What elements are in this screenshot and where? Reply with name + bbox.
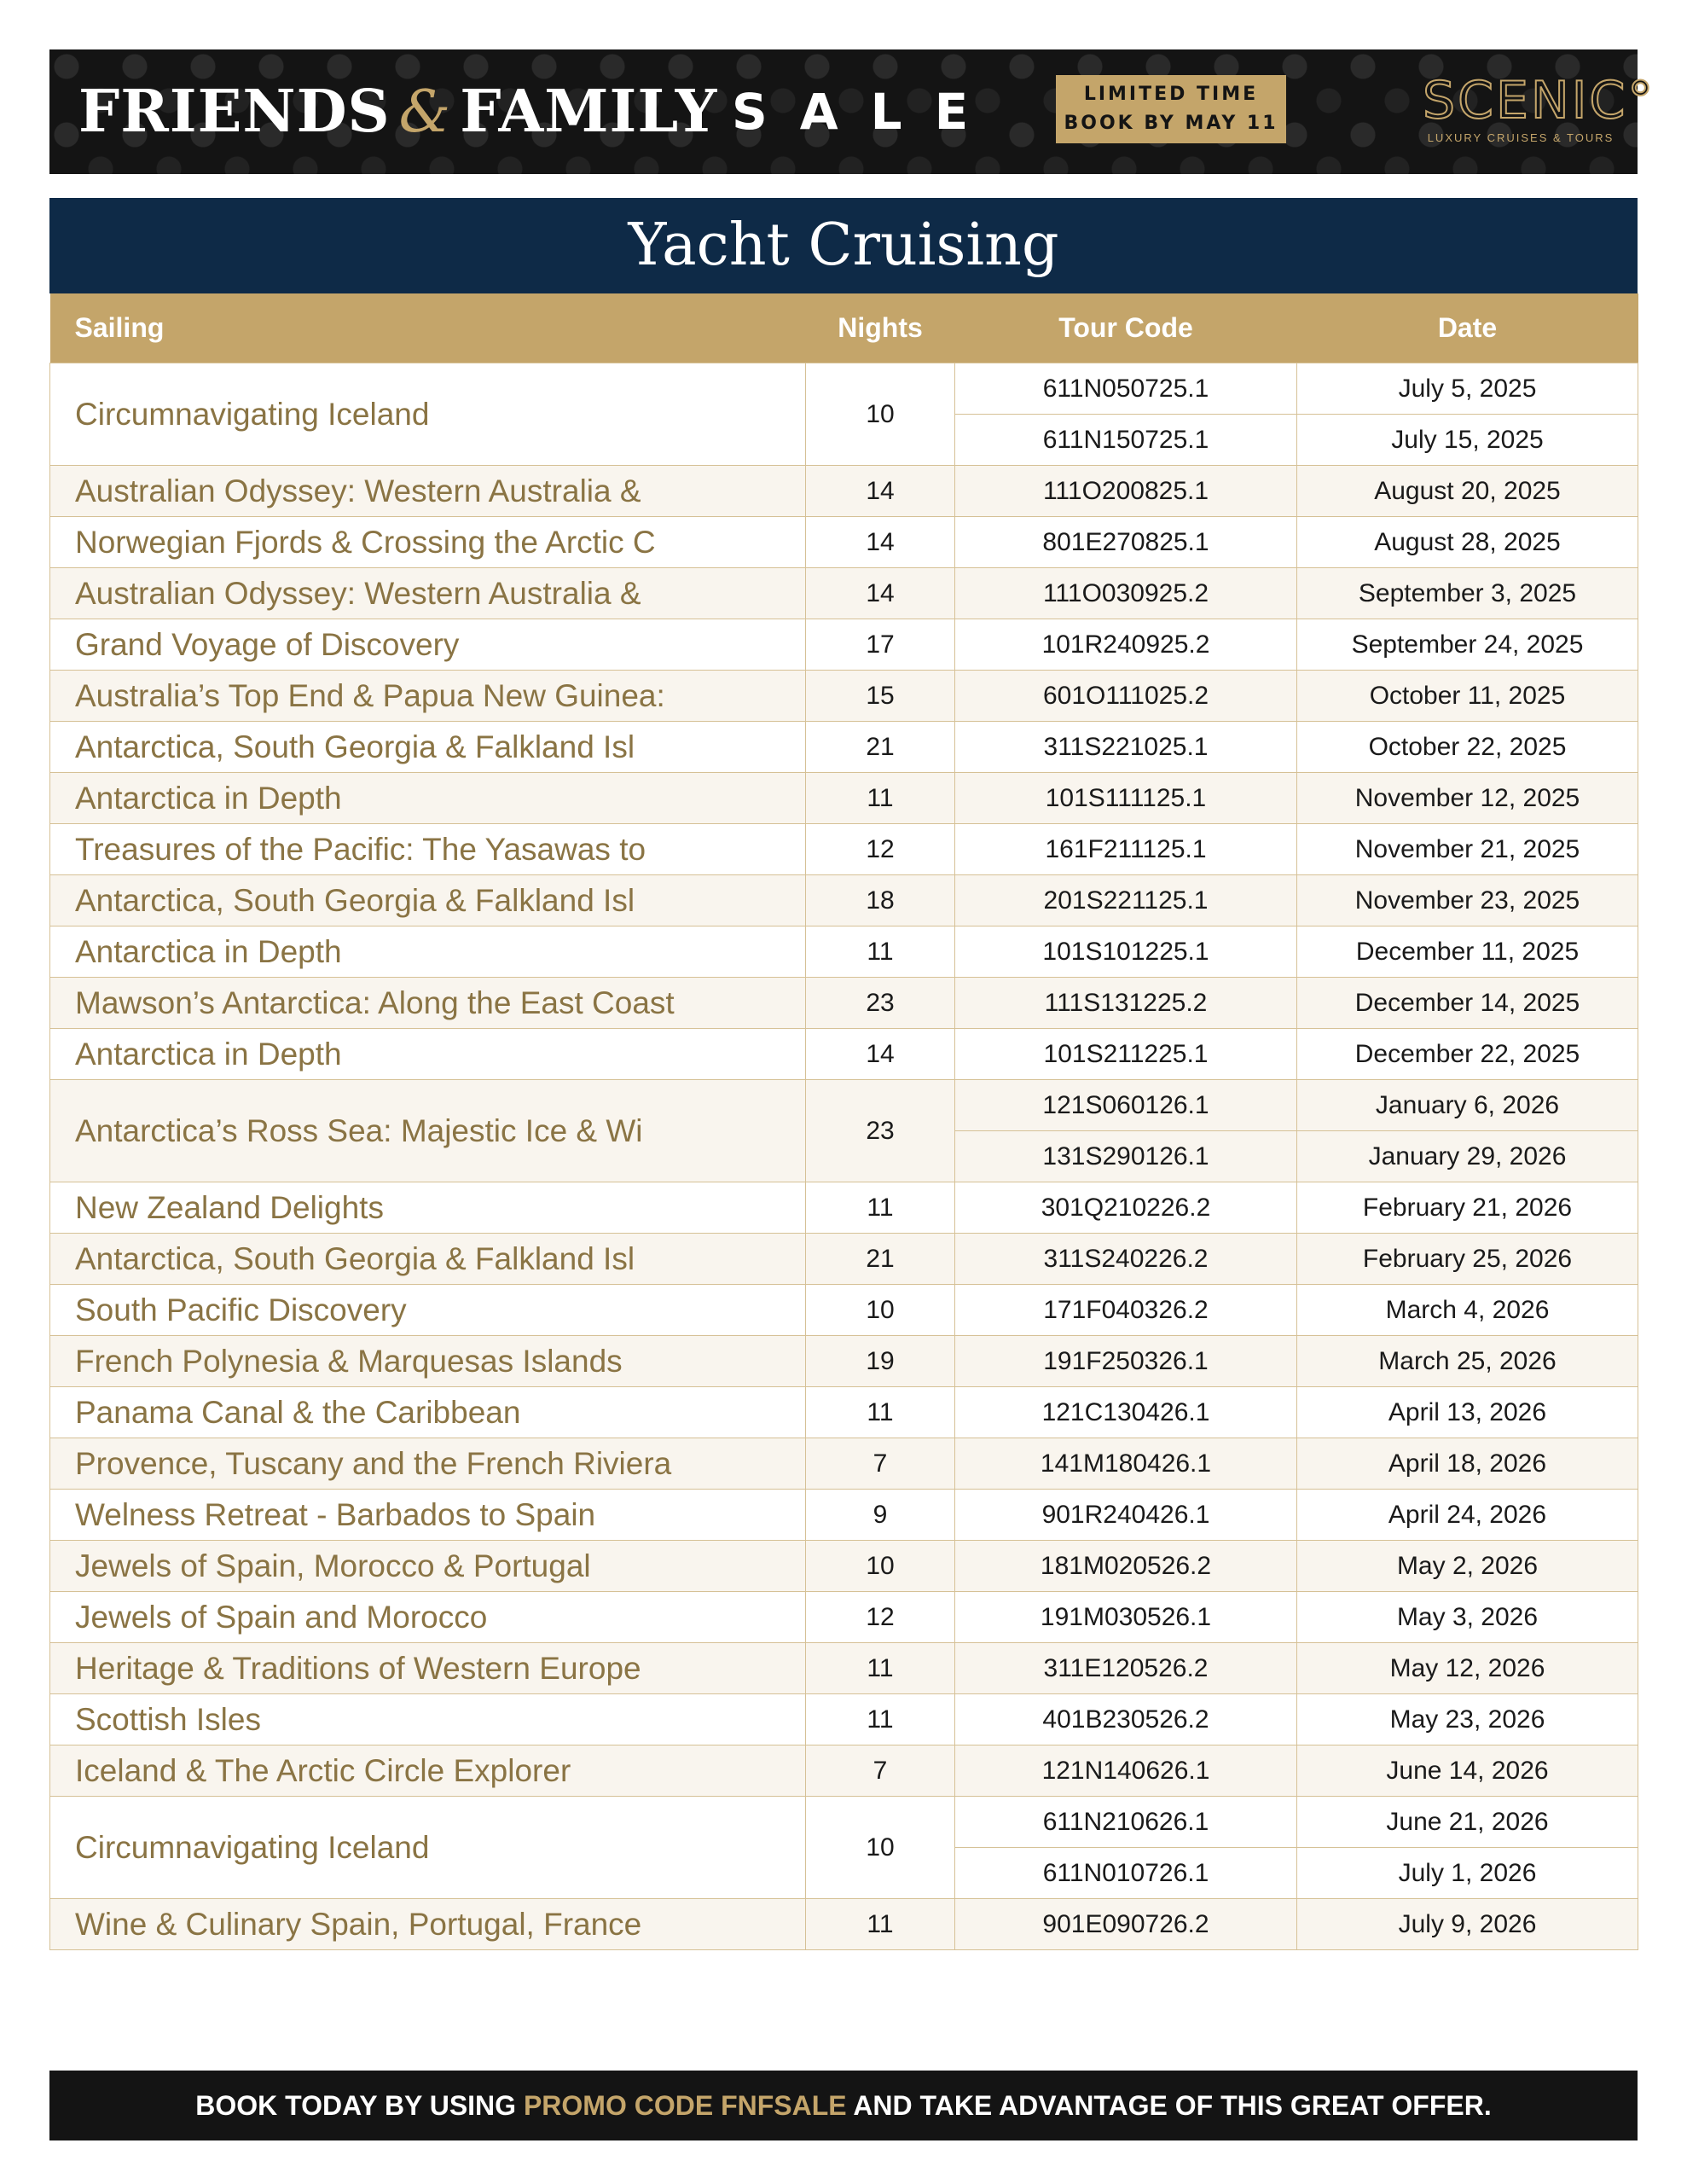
cell-sailing: Australia’s Top End & Papua New Guinea: xyxy=(50,671,806,722)
cell-nights: 7 xyxy=(806,1745,955,1797)
cell-sailing: Antarctica, South Georgia & Falkland Isl xyxy=(50,722,806,773)
cell-tour-code: 311E120526.2 xyxy=(955,1643,1297,1694)
cell-sailing: Antarctica in Depth xyxy=(50,926,806,978)
limited-time-line: LIMITED TIME xyxy=(1083,84,1259,105)
limited-time-badge xyxy=(1056,75,1286,143)
section-title: Yacht Cruising xyxy=(49,198,1638,293)
cell-tour-code: 901R240426.1 xyxy=(955,1490,1297,1541)
cell-nights: 18 xyxy=(806,875,955,926)
cell-nights: 12 xyxy=(806,824,955,875)
brand-tagline: LUXURY CRUISES & TOURS xyxy=(1427,131,1615,144)
cell-nights: 14 xyxy=(806,1029,955,1080)
cell-sailing: Grand Voyage of Discovery xyxy=(50,619,806,671)
cell-nights: 23 xyxy=(806,978,955,1029)
cell-tour-code: 141M180426.1 xyxy=(955,1438,1297,1490)
cell-date: August 28, 2025 xyxy=(1297,517,1638,568)
cell-tour-code: 101R240925.2 xyxy=(955,619,1297,671)
cell-sailing: Wine & Culinary Spain, Portugal, France xyxy=(50,1899,806,1950)
cell-nights: 11 xyxy=(806,1899,955,1950)
table-row xyxy=(50,1080,1638,1131)
cell-tour-code: 101S111125.1 xyxy=(955,773,1297,824)
cell-tour-code: 401B230526.2 xyxy=(955,1694,1297,1745)
cell-sailing: Antarctica, South Georgia & Falkland Isl xyxy=(50,875,806,926)
cell-tour-code: 101S101225.1 xyxy=(955,926,1297,978)
cell-date: October 22, 2025 xyxy=(1297,722,1638,773)
table-row xyxy=(50,1336,1638,1387)
table-row xyxy=(50,1438,1638,1490)
cell-nights: 12 xyxy=(806,1592,955,1643)
cell-nights: 23 xyxy=(806,1080,955,1182)
table-row xyxy=(50,568,1638,619)
table-row xyxy=(50,1541,1638,1592)
sale-word: SALE xyxy=(732,83,1001,141)
table-row xyxy=(50,1694,1638,1745)
cell-tour-code: 801E270825.1 xyxy=(955,517,1297,568)
table-body xyxy=(50,363,1638,1950)
cell-sailing: Jewels of Spain and Morocco xyxy=(50,1592,806,1643)
cell-tour-code: 611N010726.1 xyxy=(955,1848,1297,1899)
cell-sailing: Provence, Tuscany and the French Riviera xyxy=(50,1438,806,1490)
table-row xyxy=(50,1490,1638,1541)
book-by-line: BOOK BY MAY 11 xyxy=(1064,113,1278,134)
cell-nights: 14 xyxy=(806,568,955,619)
cell-date: April 24, 2026 xyxy=(1297,1490,1638,1541)
cell-date: December 14, 2025 xyxy=(1297,978,1638,1029)
cell-date: March 4, 2026 xyxy=(1297,1285,1638,1336)
table-row xyxy=(50,1643,1638,1694)
cell-nights: 15 xyxy=(806,671,955,722)
cell-sailing: Norwegian Fjords & Crossing the Arctic C xyxy=(50,517,806,568)
table-row xyxy=(50,722,1638,773)
cell-date: July 9, 2026 xyxy=(1297,1899,1638,1950)
cell-date: February 21, 2026 xyxy=(1297,1182,1638,1234)
cell-date: September 24, 2025 xyxy=(1297,619,1638,671)
cell-date: May 12, 2026 xyxy=(1297,1643,1638,1694)
cell-date: April 18, 2026 xyxy=(1297,1438,1638,1490)
footer-text-start: BOOK TODAY BY USING xyxy=(195,2090,524,2121)
cell-nights: 19 xyxy=(806,1336,955,1387)
cell-sailing: Iceland & The Arctic Circle Explorer xyxy=(50,1745,806,1797)
brand-name: SCENIC° xyxy=(1423,71,1656,131)
cell-sailing: Antarctica’s Ross Sea: Majestic Ice & Wi xyxy=(50,1080,806,1182)
cell-sailing: Antarctica in Depth xyxy=(50,1029,806,1080)
cell-nights: 11 xyxy=(806,926,955,978)
cell-tour-code: 301Q210226.2 xyxy=(955,1182,1297,1234)
table-row xyxy=(50,1592,1638,1643)
sailings-table xyxy=(49,293,1638,1950)
cell-sailing: Antarctica in Depth xyxy=(50,773,806,824)
cell-nights: 10 xyxy=(806,1797,955,1899)
cell-nights: 21 xyxy=(806,1234,955,1285)
cell-sailing: Jewels of Spain, Morocco & Portugal xyxy=(50,1541,806,1592)
cell-date: March 25, 2026 xyxy=(1297,1336,1638,1387)
cell-sailing: Panama Canal & the Caribbean xyxy=(50,1387,806,1438)
table-row xyxy=(50,1285,1638,1336)
table-row xyxy=(50,363,1638,415)
cell-date: May 3, 2026 xyxy=(1297,1592,1638,1643)
cell-date: December 22, 2025 xyxy=(1297,1029,1638,1080)
cell-nights: 14 xyxy=(806,517,955,568)
cell-tour-code: 161F211125.1 xyxy=(955,824,1297,875)
cell-nights: 11 xyxy=(806,773,955,824)
cell-sailing: Treasures of the Pacific: The Yasawas to xyxy=(50,824,806,875)
sale-title xyxy=(78,75,717,148)
title-family: FAMILY xyxy=(460,78,718,146)
cell-date: July 1, 2026 xyxy=(1297,1848,1638,1899)
cell-sailing: New Zealand Delights xyxy=(50,1182,806,1234)
title-friends: FRIENDS xyxy=(78,78,391,146)
cell-nights: 10 xyxy=(806,363,955,466)
cell-nights: 11 xyxy=(806,1694,955,1745)
table-row xyxy=(50,1797,1638,1848)
cell-nights: 21 xyxy=(806,722,955,773)
cell-tour-code: 121N140626.1 xyxy=(955,1745,1297,1797)
cell-sailing: Australian Odyssey: Western Australia & xyxy=(50,568,806,619)
cell-date: April 13, 2026 xyxy=(1297,1387,1638,1438)
cell-tour-code: 611N150725.1 xyxy=(955,415,1297,466)
cell-sailing: Circumnavigating Iceland xyxy=(50,1797,806,1899)
table-row xyxy=(50,875,1638,926)
cell-tour-code: 611N210626.1 xyxy=(955,1797,1297,1848)
cell-date: June 21, 2026 xyxy=(1297,1797,1638,1848)
footer-banner xyxy=(49,2071,1638,2140)
cell-sailing: French Polynesia & Marquesas Islands xyxy=(50,1336,806,1387)
table-row xyxy=(50,517,1638,568)
cell-date: August 20, 2025 xyxy=(1297,466,1638,517)
cell-tour-code: 131S290126.1 xyxy=(955,1131,1297,1182)
cell-nights: 14 xyxy=(806,466,955,517)
cell-date: July 5, 2025 xyxy=(1297,363,1638,415)
table-row xyxy=(50,1182,1638,1234)
table-row xyxy=(50,773,1638,824)
footer-text-end: AND TAKE ADVANTAGE OF THIS GREAT OFFER. xyxy=(846,2090,1492,2121)
table-row xyxy=(50,1899,1638,1950)
header-nights: Nights xyxy=(806,293,955,363)
cell-tour-code: 611N050725.1 xyxy=(955,363,1297,415)
cell-date: May 23, 2026 xyxy=(1297,1694,1638,1745)
cell-tour-code: 311S221025.1 xyxy=(955,722,1297,773)
cell-nights: 9 xyxy=(806,1490,955,1541)
cell-date: November 12, 2025 xyxy=(1297,773,1638,824)
cell-tour-code: 171F040326.2 xyxy=(955,1285,1297,1336)
cell-tour-code: 121S060126.1 xyxy=(955,1080,1297,1131)
cell-tour-code: 901E090726.2 xyxy=(955,1899,1297,1950)
cell-nights: 10 xyxy=(806,1285,955,1336)
cell-tour-code: 181M020526.2 xyxy=(955,1541,1297,1592)
table-row xyxy=(50,824,1638,875)
cell-sailing: Antarctica, South Georgia & Falkland Isl xyxy=(50,1234,806,1285)
table-row xyxy=(50,619,1638,671)
cell-nights: 11 xyxy=(806,1643,955,1694)
cell-date: February 25, 2026 xyxy=(1297,1234,1638,1285)
cell-date: January 29, 2026 xyxy=(1297,1131,1638,1182)
cell-nights: 17 xyxy=(806,619,955,671)
cell-date: November 23, 2025 xyxy=(1297,875,1638,926)
cell-date: June 14, 2026 xyxy=(1297,1745,1638,1797)
table-row xyxy=(50,466,1638,517)
table-row xyxy=(50,671,1638,722)
cell-tour-code: 121C130426.1 xyxy=(955,1387,1297,1438)
table-row xyxy=(50,1387,1638,1438)
cell-tour-code: 111O030925.2 xyxy=(955,568,1297,619)
cell-nights: 10 xyxy=(806,1541,955,1592)
table-header xyxy=(50,293,1638,363)
table-row xyxy=(50,978,1638,1029)
table-row xyxy=(50,926,1638,978)
cell-sailing: Mawson’s Antarctica: Along the East Coast xyxy=(50,978,806,1029)
table-row xyxy=(50,1745,1638,1797)
cell-tour-code: 111O200825.1 xyxy=(955,466,1297,517)
promo-code: PROMO CODE FNFSALE xyxy=(523,2090,847,2121)
cell-date: October 11, 2025 xyxy=(1297,671,1638,722)
cell-sailing: Scottish Isles xyxy=(50,1694,806,1745)
cell-date: July 15, 2025 xyxy=(1297,415,1638,466)
header-sailing: Sailing xyxy=(50,293,806,363)
cell-sailing: South Pacific Discovery xyxy=(50,1285,806,1336)
cell-date: September 3, 2025 xyxy=(1297,568,1638,619)
cell-sailing: Circumnavigating Iceland xyxy=(50,363,806,466)
cell-tour-code: 601O111025.2 xyxy=(955,671,1297,722)
cell-sailing: Welness Retreat - Barbados to Spain xyxy=(50,1490,806,1541)
cell-date: December 11, 2025 xyxy=(1297,926,1638,978)
scenic-logo xyxy=(1423,71,1656,144)
cell-date: May 2, 2026 xyxy=(1297,1541,1638,1592)
cell-tour-code: 191M030526.1 xyxy=(955,1592,1297,1643)
cell-tour-code: 311S240226.2 xyxy=(955,1234,1297,1285)
cell-date: January 6, 2026 xyxy=(1297,1080,1638,1131)
cell-sailing: Heritage & Traditions of Western Europe xyxy=(50,1643,806,1694)
cell-sailing: Australian Odyssey: Western Australia & xyxy=(50,466,806,517)
header-banner xyxy=(49,49,1656,174)
cell-tour-code: 191F250326.1 xyxy=(955,1336,1297,1387)
title-ampersand: & xyxy=(398,78,452,146)
table-row xyxy=(50,1029,1638,1080)
cell-tour-code: 201S221125.1 xyxy=(955,875,1297,926)
cell-tour-code: 111S131225.2 xyxy=(955,978,1297,1029)
cell-nights: 7 xyxy=(806,1438,955,1490)
cell-nights: 11 xyxy=(806,1387,955,1438)
header-tour-code: Tour Code xyxy=(955,293,1297,363)
table-row xyxy=(50,1234,1638,1285)
cell-tour-code: 101S211225.1 xyxy=(955,1029,1297,1080)
cell-nights: 11 xyxy=(806,1182,955,1234)
header-date: Date xyxy=(1297,293,1638,363)
cell-date: November 21, 2025 xyxy=(1297,824,1638,875)
